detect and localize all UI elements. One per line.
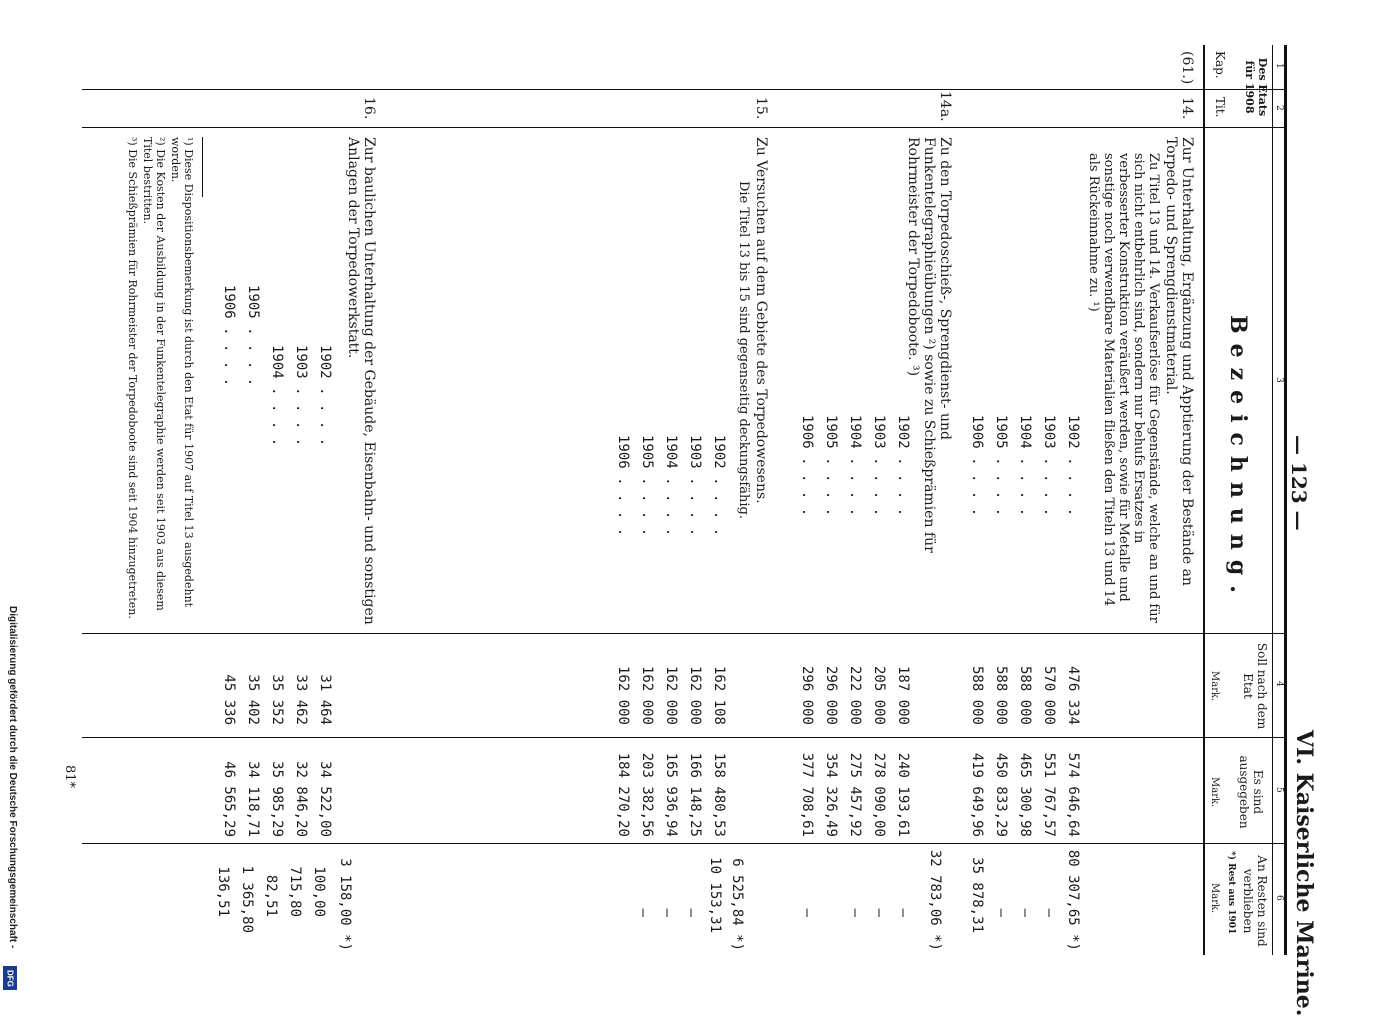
digitization-note: Digitalisierung gefördert durch die Deutsche Forschungsgemeinschaft - [7, 606, 18, 949]
row-soll: 162 000 [615, 665, 631, 725]
signature-mark: 81* [62, 765, 77, 789]
row-soll: 162 000 [639, 665, 655, 725]
footnote: ³) Die Schießprämien für Rohrmeister der Torpedoboote sind seit 1904 hinzugetreten. [126, 137, 139, 619]
col-tit-header: Tit. [1213, 97, 1227, 118]
col-reste-header: An Resten sind verblieben [1241, 855, 1269, 947]
section-tit: 15. [753, 97, 769, 120]
document-page [62, 45, 1335, 1016]
row-ausgegeben: 166 148,25 [687, 752, 703, 837]
col-reste-note: *) Rest aus 1901 [1226, 851, 1236, 935]
row-rest: — [1017, 908, 1033, 917]
row-soll: 588 000 [993, 665, 1009, 725]
row-year: 1903 . . . . [293, 345, 309, 447]
col-ausgegeben-unit: Mark. [1209, 777, 1220, 808]
col-etat-header: Des Etats für 1908 [1243, 57, 1269, 117]
row-ausgegeben: 158 480,53 [711, 752, 727, 837]
row-ausgegeben: 34 522,00 [317, 761, 333, 837]
row-rest: 82,51 [263, 874, 279, 917]
row-year: 1904 . . . . [663, 435, 679, 537]
row-soll: 162 000 [687, 665, 703, 725]
digitization-sidebar [0, 0, 22, 1000]
column-number-1: 1 [1274, 63, 1284, 69]
table-top-rule [1284, 45, 1287, 955]
row-soll: 588 000 [1017, 665, 1033, 725]
row-ausgegeben: 275 457,92 [847, 752, 863, 837]
row-ausgegeben: 450 833,29 [993, 752, 1009, 837]
col-soll-unit: Mark. [1209, 671, 1220, 702]
column-number-2: 2 [1274, 105, 1284, 111]
section-description: Zur baulichen Unterhaltung der Gebäude, Eisenbahn- und sonstigen Anlagen der Torpedowerkstatt. [345, 137, 377, 625]
row-rest: 136,51 [215, 866, 231, 917]
row-ausgegeben: 419 649,96 [969, 752, 985, 837]
row-ausgegeben: 465 300,98 [1017, 752, 1033, 837]
row-rest: 100,00 [311, 866, 327, 917]
col-divider-5 [82, 843, 1287, 844]
row-rest: — [895, 908, 911, 917]
row-rest: 80 307,65 *) [1065, 849, 1081, 951]
row-ausgegeben: 34 118,71 [245, 761, 261, 837]
row-rest: 10 153,31 [707, 857, 723, 933]
row-rest: 3 158,00 *) [337, 858, 353, 951]
section-description: Zu den Torpedoschieß-, Sprengdienst- und Funkentelegraphieübungen ²) sowie zu Schießprämien für Rohrmeister der Torpedoboote. ³) [905, 137, 953, 553]
column-number-4: 4 [1274, 681, 1284, 687]
row-rest: — [871, 908, 887, 917]
row-rest: — [635, 908, 651, 917]
row-rest: 1 365,80 [239, 865, 255, 933]
row-year: 1902 . . . . [317, 345, 333, 447]
row-year: 1904 . . . . [269, 345, 285, 447]
row-ausgegeben: 203 382,56 [639, 752, 655, 837]
row-ausgegeben: 46 565,29 [221, 761, 237, 837]
col-divider-1 [82, 89, 1287, 90]
row-year: 1905 . . . . [639, 435, 655, 537]
row-soll: 296 000 [799, 665, 815, 725]
row-soll: 33 462 [293, 674, 309, 725]
row-year: 1904 . . . . [1017, 415, 1033, 517]
section-note: Zu Titel 13 und 14. Verkaufserlöse für Gegenstände, welche an und für sich nicht entbehrlich sind, sondern nur behufs Ersatzes in verbesserter Konstruktion veräußert werden, sowie für Metalle und sonstige noch verwendbare Materialien fließen den Titeln 13 und 14 als Rückeinnahme zu. ¹) [1086, 153, 1161, 623]
dfg-logo: DFG [3, 966, 17, 990]
row-ausgegeben: 551 767,57 [1041, 752, 1057, 837]
row-soll: 31 464 [317, 674, 333, 725]
col-ausgegeben-header: Es sind ausgegeben [1237, 755, 1265, 829]
row-soll: 476 334 [1065, 665, 1081, 725]
column-number-6: 6 [1274, 895, 1284, 901]
row-year: 1902 . . . . [895, 415, 911, 517]
row-ausgegeben: 35 985,29 [269, 761, 285, 837]
row-year: 1905 . . . . [245, 285, 261, 387]
page-number: — 123 — [1287, 435, 1311, 531]
row-rest: — [847, 908, 863, 917]
footnote-rule [202, 137, 203, 197]
col-bezeichnung-header: Bezeichnung. [1225, 315, 1251, 603]
row-rest: 32 783,06 *) [927, 849, 943, 951]
footnote: ¹) Diese Dispositionsbemerkung ist durch den Etat für 1907 auf Titel 13 ausgedehnt worden. [169, 137, 195, 608]
row-ausgegeben: 354 326,49 [823, 752, 839, 837]
row-ausgegeben: 32 846,20 [293, 761, 309, 837]
row-ausgegeben: 165 936,94 [663, 752, 679, 837]
col-kap-header: Kap. [1213, 51, 1227, 79]
row-ausgegeben: 240 193,61 [895, 752, 911, 837]
row-year: 1905 . . . . [993, 415, 1009, 517]
section-description: Zur Unterhaltung, Ergänzung und Apptierung der Bestände an Torpedo- und Sprengdienstmaterial. [1163, 137, 1195, 586]
footnote: ²) Die Kosten der Ausbildung in der Funkentelegraphie werden seit 1903 aus diesem Titel bestritten. [141, 137, 167, 611]
row-soll: 35 352 [269, 674, 285, 725]
row-soll: 45 336 [221, 674, 237, 725]
row-rest: — [683, 908, 699, 917]
row-soll: 162 108 [711, 665, 727, 725]
row-rest: — [1041, 908, 1057, 917]
col-soll-header: Soll nach dem Etat [1241, 642, 1269, 730]
row-year: 1903 . . . . [871, 415, 887, 517]
row-ausgegeben: 278 090,00 [871, 752, 887, 837]
row-soll: 296 000 [823, 665, 839, 725]
section-kap: (61.) [1179, 51, 1195, 85]
row-year: 1905 . . . . [823, 415, 839, 517]
col-divider-3 [82, 633, 1287, 634]
row-year: 1902 . . . . [1065, 415, 1081, 517]
section-tit: 14. [1179, 97, 1195, 120]
row-soll: 205 000 [871, 665, 887, 725]
header-bottom-rule [1203, 45, 1205, 955]
row-rest: 715,80 [287, 866, 303, 917]
row-ausgegeben: 574 646,64 [1065, 752, 1081, 837]
row-year: 1902 . . . . [711, 435, 727, 537]
col-divider-4 [82, 737, 1287, 738]
row-soll: 35 402 [245, 674, 261, 725]
section-description: Zu Versuchen auf dem Gebiete des Torpedowesens. [753, 137, 769, 504]
row-rest: 35 878,31 [969, 857, 985, 933]
row-soll: 222 000 [847, 665, 863, 725]
row-year: 1904 . . . . [847, 415, 863, 517]
section-tit: 14a. [937, 91, 953, 122]
section-tit: 16. [361, 97, 377, 120]
row-year: 1903 . . . . [1041, 415, 1057, 517]
column-number-3: 3 [1274, 377, 1284, 383]
row-year: 1906 . . . . [799, 415, 815, 517]
row-soll: 570 000 [1041, 665, 1057, 725]
col-reste-unit: Mark. [1209, 883, 1220, 914]
row-rest: 6 525,84 *) [729, 858, 745, 951]
row-year: 1906 . . . . [969, 415, 985, 517]
row-rest: — [659, 908, 675, 917]
row-soll: 187 000 [895, 665, 911, 725]
col-divider-2 [82, 127, 1287, 128]
section-note: Die Titel 13 bis 15 sind gegenseitig deckungsfähig. [736, 181, 751, 519]
row-soll: 162 000 [663, 665, 679, 725]
row-soll: 588 000 [969, 665, 985, 725]
column-number-5: 5 [1274, 787, 1284, 793]
row-ausgegeben: 184 270,20 [615, 752, 631, 837]
row-year: 1906 . . . . [615, 435, 631, 537]
column-number-rule [1272, 45, 1273, 955]
row-rest: — [993, 908, 1009, 917]
page-title: VI. Kaiserliche Marine. [1291, 730, 1317, 1016]
row-year: 1903 . . . . [687, 435, 703, 537]
row-ausgegeben: 377 708,61 [799, 752, 815, 837]
row-rest: — [799, 908, 815, 917]
row-year: 1906 . . . . [221, 285, 237, 387]
